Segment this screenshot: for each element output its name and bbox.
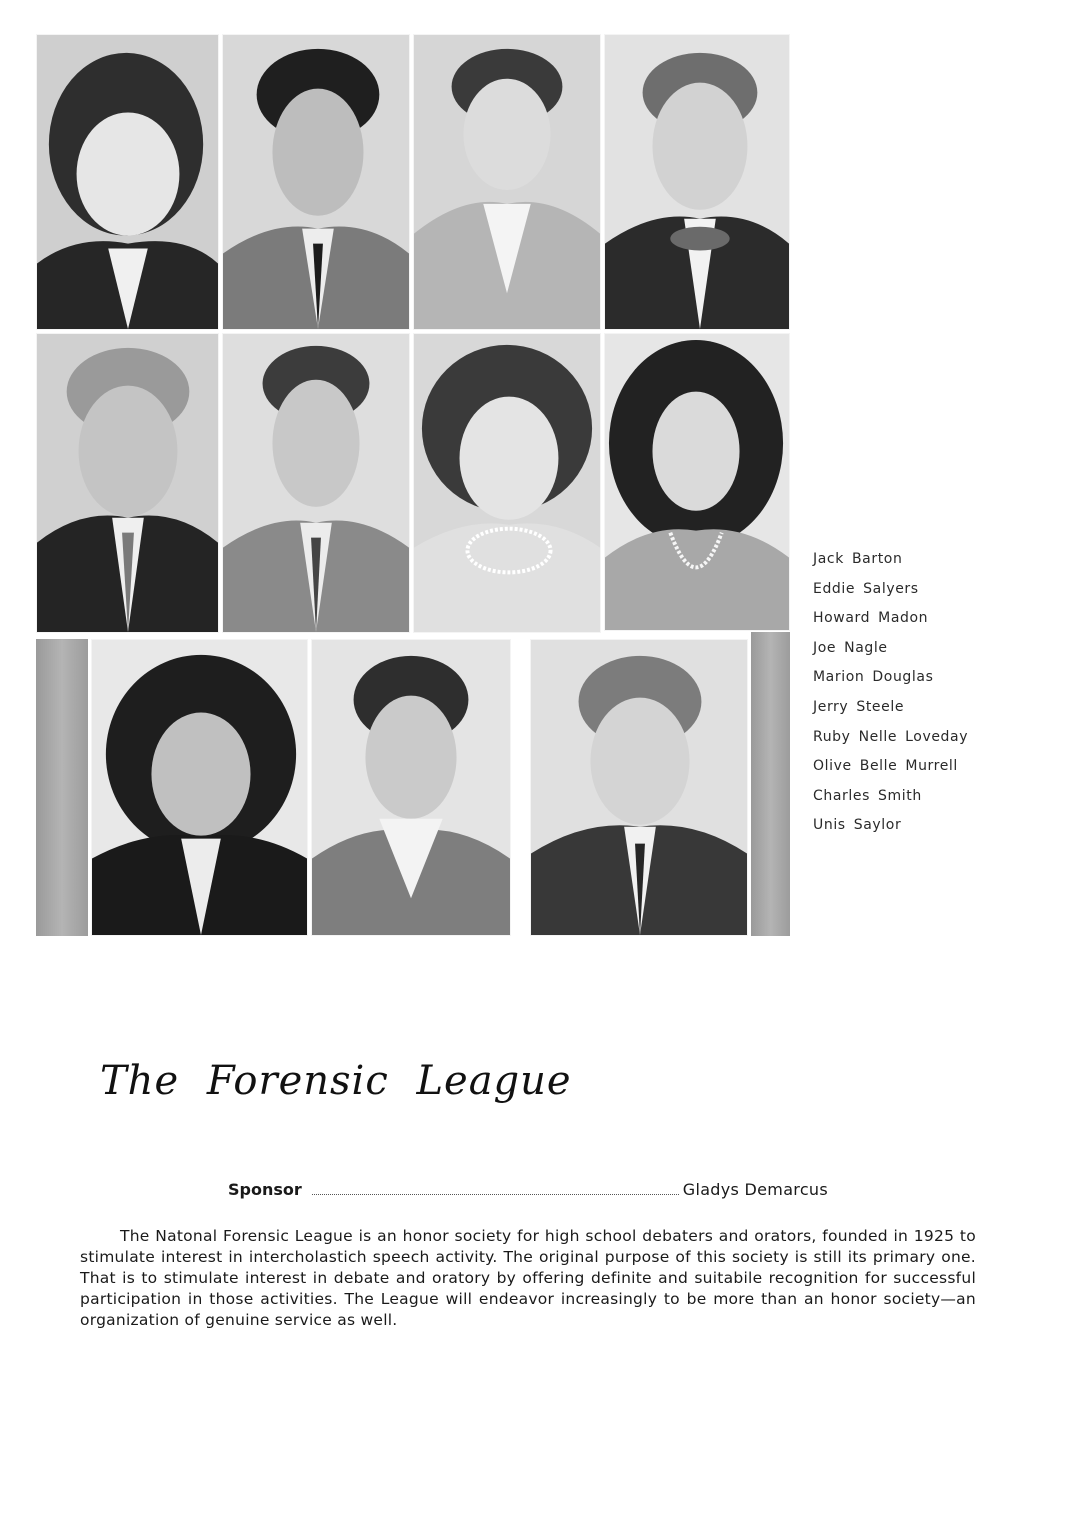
member-name: Marion Douglas	[813, 669, 934, 686]
portrait-photo-10	[311, 639, 511, 936]
portrait-photo-2	[222, 34, 410, 330]
portrait-photo-5	[36, 333, 219, 633]
portrait-photo-7	[413, 333, 601, 633]
portrait-photo-3	[413, 34, 601, 330]
portrait-photo-1	[36, 34, 219, 330]
member-name: Joe Nagle	[813, 639, 888, 656]
section-title: The Forensic League	[100, 1058, 572, 1104]
sponsor-line	[228, 1180, 828, 1204]
portrait-photo-11	[530, 639, 748, 936]
sponsor-name: Gladys Demarcus	[682, 1180, 828, 1199]
portrait-photo-8	[604, 333, 790, 631]
side-strip-right	[751, 632, 790, 936]
sponsor-label: Sponsor	[228, 1180, 302, 1199]
member-name: Howard Madon	[813, 610, 929, 627]
description-paragraph: The Natonal Forensic League is an honor society for high school debaters and orators, founded in 1925 to stimulate interest in intercholastich speech activity. The original purpose of this society is still its primary one. That is to stimulate interest in debate and oratory by offering definite and suitabile recognition for successful participation in those activities. The League will endeavor increasingly to be more than an honor society—an organization of genuine service as well.	[80, 1227, 976, 1329]
member-names-list	[813, 548, 968, 844]
dot-leader	[312, 1182, 679, 1195]
member-name: Eddie Salyers	[813, 580, 919, 597]
portrait-photo-9	[91, 639, 308, 936]
side-strip-left	[36, 639, 88, 936]
member-name: Charles Smith	[813, 787, 922, 804]
member-name: Jack Barton	[813, 551, 903, 567]
member-name: Ruby Nelle Loveday	[813, 728, 969, 745]
member-name: Unis Saylor	[813, 817, 902, 834]
portrait-grid	[36, 34, 790, 936]
portrait-photo-6	[222, 333, 410, 633]
member-name: Jerry Steele	[813, 698, 905, 715]
portrait-photo-4	[604, 34, 790, 330]
member-name: Olive Belle Murrell	[813, 758, 958, 775]
